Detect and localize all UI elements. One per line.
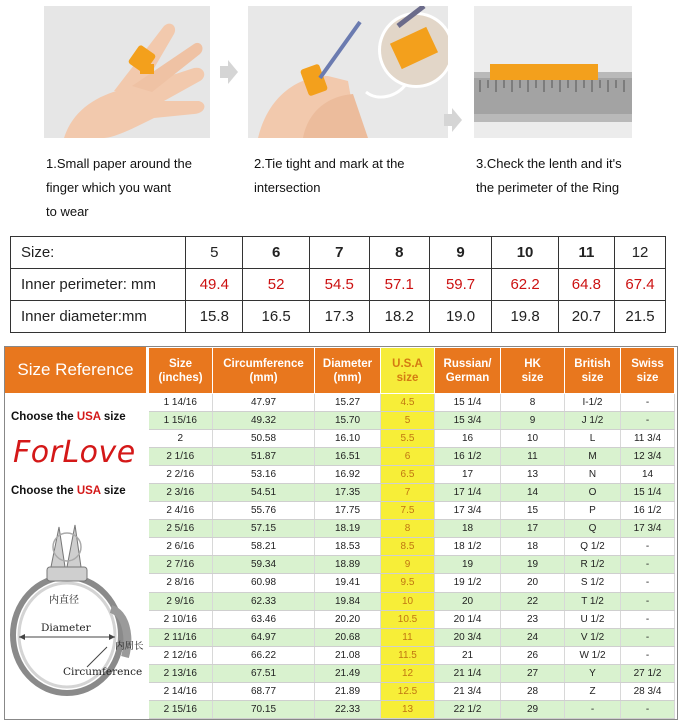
size-cell: 6 xyxy=(243,237,309,269)
table-cell: T 1/2 xyxy=(565,592,621,610)
column-header xyxy=(381,348,435,394)
table-cell: Q xyxy=(565,520,621,538)
table-cell: 19 xyxy=(501,556,565,574)
table-cell: 13 xyxy=(381,700,435,718)
step3-photo xyxy=(474,6,632,138)
table-cell: 27 xyxy=(501,664,565,682)
table-cell: 6 xyxy=(381,448,435,466)
step2-caption xyxy=(254,152,405,200)
column-header-line: Russian/ xyxy=(443,357,492,370)
table-cell: 2 13/16 xyxy=(149,664,213,682)
table-cell: L xyxy=(565,430,621,448)
table-cell: 16 1/2 xyxy=(621,502,675,520)
choose-usa-text xyxy=(11,485,126,497)
table-cell: 16.51 xyxy=(315,448,381,466)
table-cell: R 1/2 xyxy=(565,556,621,574)
table-cell: 17.75 xyxy=(315,502,381,520)
column-header-line: HK xyxy=(524,357,541,370)
table-cell: 17 xyxy=(435,466,501,484)
size-reference-title: Size Reference xyxy=(5,347,147,393)
table-cell: 2 10/16 xyxy=(149,610,213,628)
table-cell: 18.53 xyxy=(315,538,381,556)
table-cell: 9 xyxy=(501,412,565,430)
table-cell: 10 xyxy=(381,592,435,610)
table-cell: 15 xyxy=(501,502,565,520)
table-cell: 28 xyxy=(501,682,565,700)
table-row xyxy=(149,664,675,682)
table-cell: 12.5 xyxy=(381,682,435,700)
column-header xyxy=(501,348,565,394)
table-cell: 2 15/16 xyxy=(149,700,213,718)
choose-prefix: Choose the xyxy=(11,485,77,497)
table-cell: 21 3/4 xyxy=(435,682,501,700)
table-cell: 7 xyxy=(381,484,435,502)
table-cell: 2 11/16 xyxy=(149,628,213,646)
table-cell: V 1/2 xyxy=(565,628,621,646)
table-row xyxy=(149,538,675,556)
table-cell: 63.46 xyxy=(213,610,315,628)
column-header-line: (mm) xyxy=(333,371,362,384)
table-row xyxy=(149,520,675,538)
perimeter-label: Inner perimeter: mm xyxy=(11,269,186,301)
table-row xyxy=(149,394,675,412)
diameter-cell: 19.8 xyxy=(492,301,558,333)
diameter-label: Diameter xyxy=(41,622,91,634)
table-cell: 22 1/2 xyxy=(435,700,501,718)
table-cell: 11 3/4 xyxy=(621,430,675,448)
diameter-cn-label: 内直径 xyxy=(49,595,79,606)
column-header-line: size xyxy=(581,371,604,384)
table-cell: 22 xyxy=(501,592,565,610)
hand-paper-illustration xyxy=(44,6,210,138)
table-cell: 26 xyxy=(501,646,565,664)
step-text-line: to wear xyxy=(46,204,89,219)
table-row xyxy=(149,574,675,592)
table-cell: - xyxy=(621,646,675,664)
table-cell: 16.92 xyxy=(315,466,381,484)
table-cell: 47.97 xyxy=(213,394,315,412)
diameter-cell: 21.5 xyxy=(615,301,666,333)
table-row xyxy=(149,646,675,664)
table-cell: 2 2/16 xyxy=(149,466,213,484)
table-cell: 5.5 xyxy=(381,430,435,448)
table-cell: 2 6/16 xyxy=(149,538,213,556)
table-cell: 20 xyxy=(435,592,501,610)
table-cell: 21 xyxy=(435,646,501,664)
table-cell: 15.70 xyxy=(315,412,381,430)
table-cell: 4.5 xyxy=(381,394,435,412)
table-cell: 20.20 xyxy=(315,610,381,628)
choose-usa: USA xyxy=(76,411,101,423)
perimeter-cell: 62.2 xyxy=(492,269,558,301)
diameter-cell: 19.0 xyxy=(429,301,492,333)
column-header-line: U.S.A xyxy=(392,357,423,370)
perimeter-cell: 49.4 xyxy=(186,269,243,301)
table-cell: - xyxy=(621,592,675,610)
step1-caption xyxy=(46,152,192,224)
choose-usa-text xyxy=(11,411,126,423)
table-row xyxy=(149,610,675,628)
table-cell: 22.33 xyxy=(315,700,381,718)
table-cell: 2 7/16 xyxy=(149,556,213,574)
table-cell: 2 5/16 xyxy=(149,520,213,538)
step-text-line: 3.Check the lenth and it's xyxy=(476,156,622,171)
step2-photo xyxy=(248,6,448,138)
table-cell: 20 3/4 xyxy=(435,628,501,646)
table-cell: 2 12/16 xyxy=(149,646,213,664)
table-cell: 5 xyxy=(381,412,435,430)
column-header-line: size xyxy=(396,371,419,384)
table-cell: 15 1/4 xyxy=(435,394,501,412)
table-cell: 49.32 xyxy=(213,412,315,430)
table-cell: Y xyxy=(565,664,621,682)
table-cell: 2 14/16 xyxy=(149,682,213,700)
table-cell: 2 9/16 xyxy=(149,592,213,610)
column-header-line: British xyxy=(574,357,611,370)
column-header-line: Swiss xyxy=(631,357,664,370)
table-cell: - xyxy=(621,394,675,412)
column-header xyxy=(435,348,501,394)
perimeter-row xyxy=(11,269,666,301)
table-cell: 14 xyxy=(621,466,675,484)
table-row xyxy=(149,556,675,574)
step1-photo xyxy=(44,6,210,138)
table-cell: 62.33 xyxy=(213,592,315,610)
table-cell: 9 xyxy=(381,556,435,574)
table-cell: 50.58 xyxy=(213,430,315,448)
table-cell: 15 3/4 xyxy=(435,412,501,430)
table-cell: 19.41 xyxy=(315,574,381,592)
table-cell: 23 xyxy=(501,610,565,628)
column-header-line: size xyxy=(636,371,659,384)
table-cell: 7.5 xyxy=(381,502,435,520)
column-header-line: Size xyxy=(168,357,192,370)
table-cell: I-1/2 xyxy=(565,394,621,412)
table-body xyxy=(149,394,675,719)
table-cell: 67.51 xyxy=(213,664,315,682)
table-cell: 16.10 xyxy=(315,430,381,448)
ring-diagram xyxy=(7,517,147,717)
step-text-line: finger which you want xyxy=(46,180,172,195)
table-cell: 1 14/16 xyxy=(149,394,213,412)
table-cell: - xyxy=(621,556,675,574)
table-cell: O xyxy=(565,484,621,502)
perimeter-cell: 59.7 xyxy=(429,269,492,301)
table-cell: 17.35 xyxy=(315,484,381,502)
table-row xyxy=(149,682,675,700)
table-cell: 17 xyxy=(501,520,565,538)
table-cell: 21 1/4 xyxy=(435,664,501,682)
column-header xyxy=(149,348,213,394)
table-cell: 10 xyxy=(501,430,565,448)
circumference-label: Circumference xyxy=(63,666,143,678)
table-cell: J 1/2 xyxy=(565,412,621,430)
column-header-line: German xyxy=(445,371,490,384)
table-cell: 51.87 xyxy=(213,448,315,466)
table-cell: 1 15/16 xyxy=(149,412,213,430)
table-cell: 19 xyxy=(435,556,501,574)
table-cell: 12 xyxy=(381,664,435,682)
table-cell: 2 1/16 xyxy=(149,448,213,466)
table-cell: N xyxy=(565,466,621,484)
table-row xyxy=(149,430,675,448)
table-cell: 8 xyxy=(381,520,435,538)
size-cell: 5 xyxy=(186,237,243,269)
column-header xyxy=(621,348,675,394)
table-cell: 20 1/4 xyxy=(435,610,501,628)
size-table xyxy=(10,236,666,333)
table-row xyxy=(149,502,675,520)
table-cell: P xyxy=(565,502,621,520)
table-cell: W 1/2 xyxy=(565,646,621,664)
column-header-line: size xyxy=(521,371,544,384)
arrow-right-icon xyxy=(218,60,238,84)
perimeter-cell: 57.1 xyxy=(369,269,429,301)
choose-prefix: Choose the xyxy=(11,411,77,423)
table-cell: 18 xyxy=(435,520,501,538)
marking-paper-illustration xyxy=(248,6,448,138)
table-cell: 54.51 xyxy=(213,484,315,502)
table-cell: 13 xyxy=(501,466,565,484)
table-cell: 2 3/16 xyxy=(149,484,213,502)
diameter-row xyxy=(11,301,666,333)
table-cell: 11 xyxy=(501,448,565,466)
step-text-line: 1.Small paper around the xyxy=(46,156,192,171)
table-cell: 29 xyxy=(501,700,565,718)
table-row xyxy=(149,448,675,466)
table-cell: 2 4/16 xyxy=(149,502,213,520)
column-header-line: Diameter xyxy=(322,357,373,370)
table-cell: 55.76 xyxy=(213,502,315,520)
column-header xyxy=(565,348,621,394)
size-cell: 8 xyxy=(369,237,429,269)
step3-caption xyxy=(476,152,622,200)
table-cell: - xyxy=(621,412,675,430)
diameter-cell: 17.3 xyxy=(309,301,369,333)
perimeter-cell: 64.8 xyxy=(558,269,614,301)
table-cell: 12 3/4 xyxy=(621,448,675,466)
column-header-line: Circumference xyxy=(223,357,304,370)
table-cell: 9.5 xyxy=(381,574,435,592)
table-row xyxy=(149,484,675,502)
table-cell: - xyxy=(621,574,675,592)
table-row xyxy=(149,628,675,646)
table-cell: 18 1/2 xyxy=(435,538,501,556)
table-cell: Q 1/2 xyxy=(565,538,621,556)
table-cell: 15 1/4 xyxy=(621,484,675,502)
table-cell: 27 1/2 xyxy=(621,664,675,682)
table-cell: 14 xyxy=(501,484,565,502)
table-cell: - xyxy=(565,700,621,718)
table-cell: 18 xyxy=(501,538,565,556)
table-cell: 8.5 xyxy=(381,538,435,556)
brand-logo: ForLove xyxy=(13,435,136,470)
size-row xyxy=(11,237,666,269)
table-cell: 21.08 xyxy=(315,646,381,664)
step-text-line: the perimeter of the Ring xyxy=(476,180,620,195)
table-cell: 28 3/4 xyxy=(621,682,675,700)
size-cell: 9 xyxy=(429,237,492,269)
size-reference-table xyxy=(148,347,675,719)
table-row xyxy=(149,592,675,610)
table-cell: - xyxy=(621,538,675,556)
arrow-right-icon xyxy=(442,108,462,132)
diameter-cell: 20.7 xyxy=(558,301,614,333)
table-cell: 19 1/2 xyxy=(435,574,501,592)
size-cell: 12 xyxy=(615,237,666,269)
perimeter-cell: 67.4 xyxy=(615,269,666,301)
table-cell: 53.16 xyxy=(213,466,315,484)
table-cell: 11.5 xyxy=(381,646,435,664)
table-cell: 70.15 xyxy=(213,700,315,718)
table-cell: 21.89 xyxy=(315,682,381,700)
column-header xyxy=(315,348,381,394)
table-cell: 2 8/16 xyxy=(149,574,213,592)
table-cell: Z xyxy=(565,682,621,700)
table-cell: 2 xyxy=(149,430,213,448)
diameter-cell: 16.5 xyxy=(243,301,309,333)
table-cell: 24 xyxy=(501,628,565,646)
perimeter-cell: 52 xyxy=(243,269,309,301)
table-cell: U 1/2 xyxy=(565,610,621,628)
table-cell: M xyxy=(565,448,621,466)
diameter-cell: 15.8 xyxy=(186,301,243,333)
table-cell: 17 3/4 xyxy=(621,520,675,538)
size-reference-chart xyxy=(4,346,678,720)
table-cell: 16 xyxy=(435,430,501,448)
table-cell: 16 1/2 xyxy=(435,448,501,466)
table-cell: 11 xyxy=(381,628,435,646)
table-cell: 6.5 xyxy=(381,466,435,484)
table-cell: 68.77 xyxy=(213,682,315,700)
table-row xyxy=(149,412,675,430)
size-label: Size: xyxy=(11,237,186,269)
table-cell: 10.5 xyxy=(381,610,435,628)
table-cell: S 1/2 xyxy=(565,574,621,592)
table-cell: 8 xyxy=(501,394,565,412)
table-cell: 64.97 xyxy=(213,628,315,646)
circumference-cn-label: 内周长 xyxy=(115,641,144,652)
table-cell: 59.34 xyxy=(213,556,315,574)
perimeter-cell: 54.5 xyxy=(309,269,369,301)
diameter-cell: 18.2 xyxy=(369,301,429,333)
size-cell: 11 xyxy=(558,237,614,269)
table-cell: 60.98 xyxy=(213,574,315,592)
table-cell: 18.89 xyxy=(315,556,381,574)
column-header-line: (mm) xyxy=(249,371,278,384)
table-cell: 58.21 xyxy=(213,538,315,556)
table-cell: 20.68 xyxy=(315,628,381,646)
table-cell: 19.84 xyxy=(315,592,381,610)
table-cell: 17 3/4 xyxy=(435,502,501,520)
diameter-label: Inner diameter:mm xyxy=(11,301,186,333)
table-row xyxy=(149,466,675,484)
table-cell: 20 xyxy=(501,574,565,592)
choose-suffix: size xyxy=(100,485,126,497)
table-cell: 57.15 xyxy=(213,520,315,538)
table-cell: 66.22 xyxy=(213,646,315,664)
table-cell: 18.19 xyxy=(315,520,381,538)
table-cell: 17 1/4 xyxy=(435,484,501,502)
size-cell: 10 xyxy=(492,237,558,269)
step-text-line: intersection xyxy=(254,180,321,195)
table-row xyxy=(149,700,675,718)
ruler-illustration xyxy=(474,6,632,138)
choose-usa: USA xyxy=(76,485,101,497)
step-text-line: 2.Tie tight and mark at the xyxy=(254,156,405,171)
column-header xyxy=(213,348,315,394)
table-cell: 21.49 xyxy=(315,664,381,682)
table-cell: 15.27 xyxy=(315,394,381,412)
choose-suffix: size xyxy=(100,411,126,423)
column-header-line: (inches) xyxy=(158,371,203,384)
table-cell: - xyxy=(621,610,675,628)
table-cell: - xyxy=(621,700,675,718)
table-cell: - xyxy=(621,628,675,646)
table-header-row xyxy=(149,348,675,394)
size-cell: 7 xyxy=(309,237,369,269)
